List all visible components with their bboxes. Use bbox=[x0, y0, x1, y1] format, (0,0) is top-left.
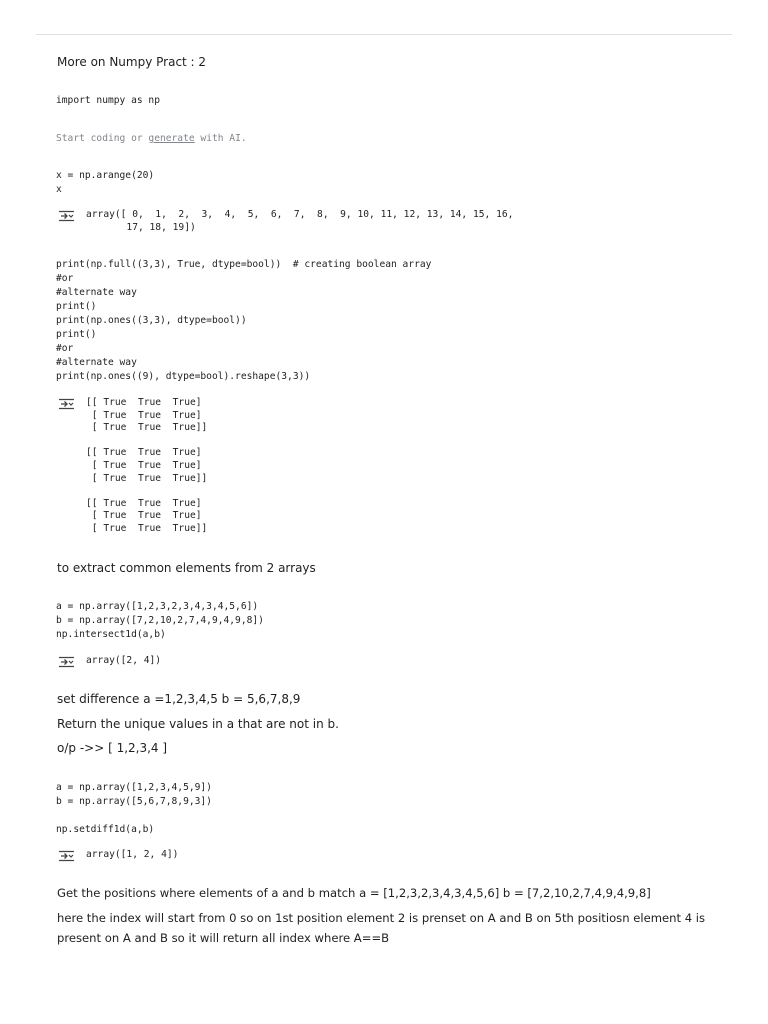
import-code-cell[interactable]: import numpy as np bbox=[56, 95, 160, 106]
bool-output: [[ True True True] [ True True True] [ True True True]] [[ True True True] [ True True True] [ True True True]] [[ True True True] [ True True True] [ True True True]] bbox=[86, 397, 208, 534]
setdiff-call-code-cell[interactable]: np.setdiff1d(a,b) bbox=[56, 824, 155, 835]
arange-code-cell[interactable]: x = np.arange(20) x bbox=[56, 170, 155, 195]
setdiff-description: Return the unique values in a that are not in b. bbox=[57, 717, 339, 731]
output-toggle-icon[interactable] bbox=[58, 850, 75, 862]
notebook-title: More on Numpy Pract : 2 bbox=[57, 55, 207, 69]
generate-link[interactable]: generate bbox=[148, 133, 195, 144]
intersect-output: array([2, 4]) bbox=[86, 655, 162, 666]
empty-code-cell[interactable] bbox=[56, 132, 247, 146]
output-toggle-icon[interactable] bbox=[58, 398, 75, 410]
match-positions-description: here the index will start from 0 so on 1st position element 2 is prenset on A and B on 5th positiosn element 4 is present on A and B so it will return all index where A==B bbox=[57, 911, 706, 945]
output-toggle-icon[interactable] bbox=[58, 210, 75, 222]
empty-cell-suffix: with AI. bbox=[194, 133, 247, 144]
common-elements-heading: to extract common elements from 2 arrays bbox=[57, 561, 316, 575]
bool-code-cell[interactable]: print(np.full((3,3), True, dtype=bool)) # creating boolean array #or #alternate way print() print(np.ones((3,3), dtype=bool)) print() #or #alternate way print(np.ones((9), dtype=bool).reshape(3,3)) bbox=[56, 259, 432, 382]
setdiff-arrays-code-cell[interactable]: a = np.array([1,2,3,4,5,9]) b = np.array([5,6,7,8,9,3]) bbox=[56, 782, 212, 807]
empty-cell-prefix: Start coding or bbox=[56, 133, 149, 144]
output-toggle-icon[interactable] bbox=[58, 656, 75, 668]
setdiff-heading: set difference a =1,2,3,4,5 b = 5,6,7,8,9 bbox=[57, 692, 301, 706]
match-positions-heading: Get the positions where elements of a and b match a = [1,2,3,2,3,4,3,4,5,6] b = [7,2,10,2,7,4,9,4,9,8] bbox=[57, 886, 651, 900]
top-divider bbox=[36, 34, 732, 35]
intersect-code-cell[interactable]: a = np.array([1,2,3,2,3,4,3,4,5,6]) b = np.array([7,2,10,2,7,4,9,4,9,8]) np.intersect1d(a,b) bbox=[56, 601, 264, 640]
setdiff-expected-output: o/p ->> [ 1,2,3,4 ] bbox=[57, 741, 168, 755]
arange-output: array([ 0, 1, 2, 3, 4, 5, 6, 7, 8, 9, 10, 11, 12, 13, 14, 15, 16, 17, 18, 19]) bbox=[86, 209, 514, 233]
setdiff-output: array([1, 2, 4]) bbox=[86, 849, 179, 860]
